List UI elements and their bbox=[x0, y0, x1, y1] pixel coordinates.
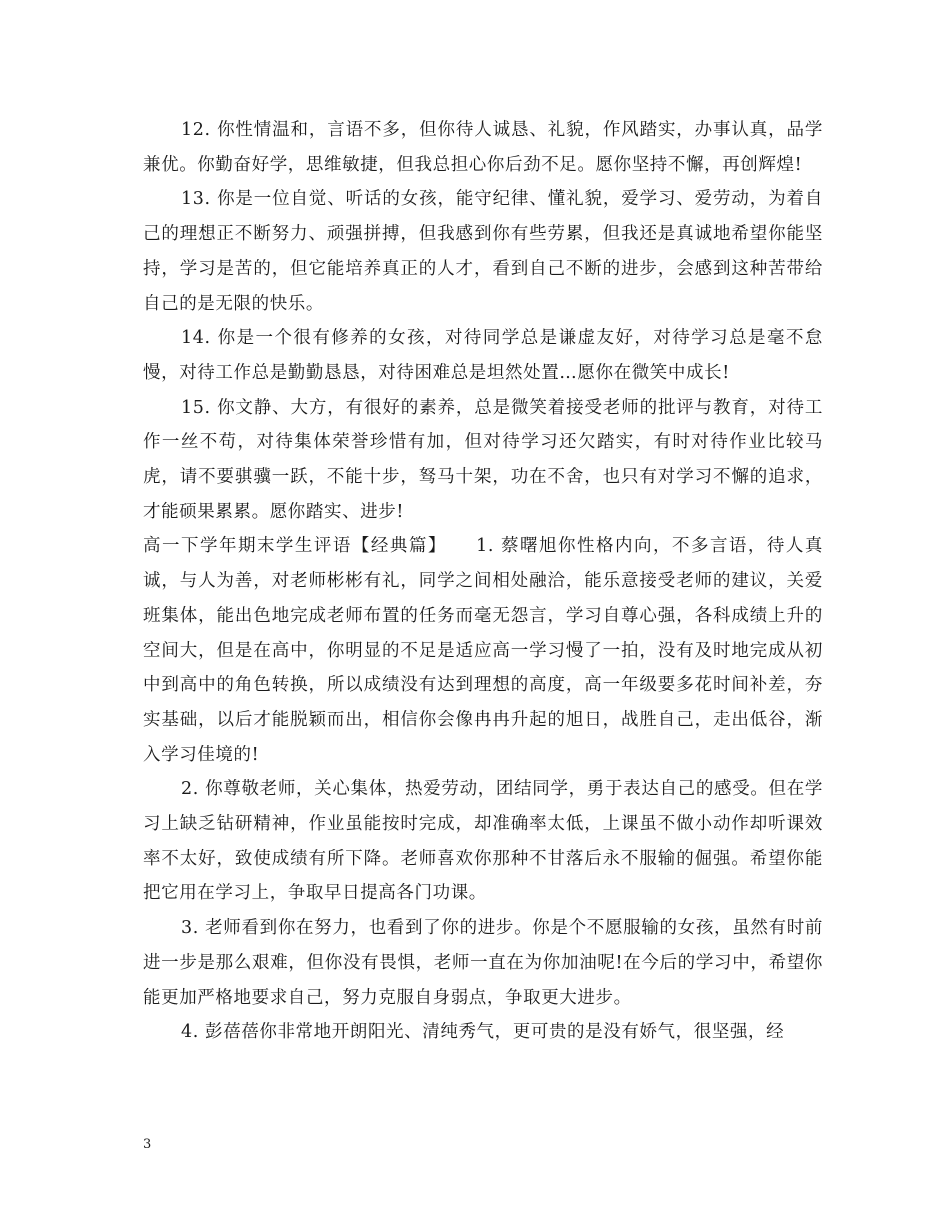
paragraph-3: 3. 老师看到你在努力，也看到了你的进步。你是个不愿服输的女孩，虽然有时前进一步是那么艰难，但你没有畏惧，老师一直在为你加油呢!在今后的学习中，希望你能更加严格地要求自己，努力克服自身弱点，争取更大进步。 bbox=[143, 918, 823, 1008]
paragraph-12: 12. 你性情温和，言语不多，但你待人诚恳、礼貌，作风踏实，办事认真，品学兼优。你勤奋好学，思维敏捷，但我总担心你后劲不足。愿你坚持不懈，再创辉煌! bbox=[143, 120, 823, 175]
paragraph-2: 2. 你尊敬老师，关心集体，热爱劳动，团结同学，勇于表达自己的感受。但在学习上缺乏钻研精神，作业虽能按时完成，却准确率太低，上课虽不做小动作却听课效率不太好，致使成绩有所下降。老师喜欢你那种不甘落后永不服输的倔强。希望你能把它用在学习上，争取早日提高各门功课。 bbox=[143, 779, 823, 904]
paragraph-14: 14. 你是一个很有修养的女孩，对待同学总是谦虚友好，对待学习总是毫不怠慢，对待工作总是勤勤恳恳，对待困难总是坦然处置…愿你在微笑中成长! bbox=[143, 328, 823, 383]
paragraph-4: 4. 彭蓓蓓你非常地开朗阳光、清纯秀气，更可贵的是没有娇气，很坚强，经 bbox=[181, 1022, 785, 1043]
paragraph-13: 13. 你是一位自觉、听话的女孩，能守纪律、懂礼貌，爱学习、爱劳动，为着自己的理想正不断努力、顽强拼搏，但我感到你有些劳累，但我还是真诚地希望你能坚持，学习是苦的，但它能培养真正的人才，看到自己不断的进步，会感到这种苦带给自己的是无限的快乐。 bbox=[143, 189, 823, 314]
paragraph-15: 15. 你文静、大方，有很好的素养，总是微笑着接受老师的批评与教育，对待工作一丝不苟，对待集体荣誉珍惜有加，但对待学习还欠踏实，有时对待作业比较马虎，请不要骐骥一跃，不能十步，驽马十架，功在不舍，也只有对学习不懈的追求，才能硕果累累。愿你踏实、进步! bbox=[143, 397, 823, 522]
document-body bbox=[143, 113, 823, 1050]
section-heading-paragraph: 高一下学年期末学生评语【经典篇】 1. 蔡曙旭你性格内向，不多言语，待人真诚，与人为善，对老师彬彬有礼，同学之间相处融洽，能乐意接受老师的建议，关爱班集体，能出色地完成老师布置的任务而毫无怨言，学习自尊心强，各科成绩上升的空间大，但是在高中，你明显的不足是适应高一学习慢了一拍，没有及时地完成从初中到高中的角色转换，所以成绩没有达到理想的高度，高一年级要多花时间补差，夯实基础，以后才能脱颖而出，相信你会像冉冉升起的旭日，战胜自己，走出低谷，渐入学习佳境的! bbox=[143, 536, 823, 765]
page-number: 3 bbox=[143, 1137, 152, 1152]
